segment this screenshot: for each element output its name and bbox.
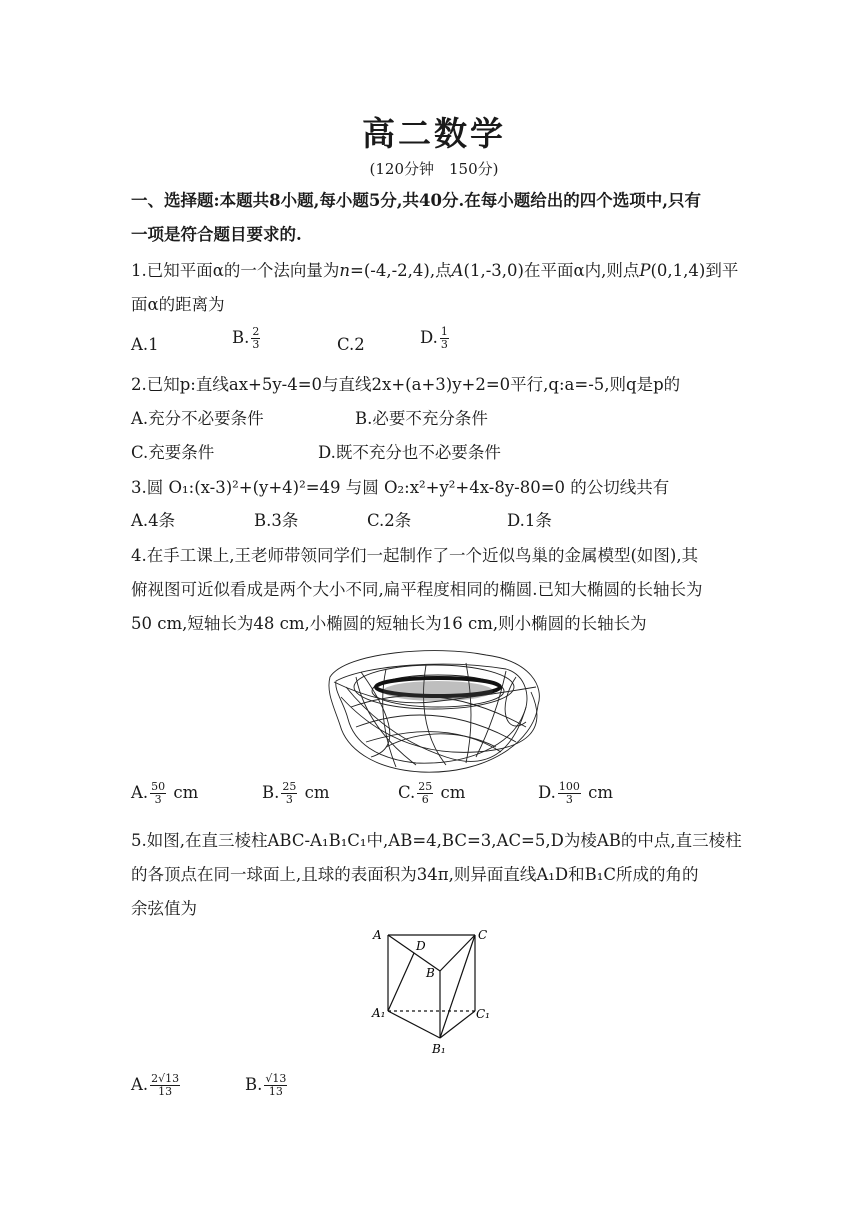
q2-stem: 2.已知p:直线ax+5y-4=0与直线2x+(a+3)y+2=0平行,q:a=-5,则q是p的 bbox=[131, 375, 681, 394]
page-title: 高二数学 bbox=[362, 114, 506, 153]
q1-option-b[interactable]: B. $\frac{2}{3}$ bbox=[232, 325, 260, 351]
bird-nest-model-figure bbox=[326, 647, 546, 782]
q2-option-d[interactable]: D.既不充分也不必要条件 bbox=[318, 443, 501, 462]
q1-option-d[interactable]: D. $\frac{1}{3}$ bbox=[420, 325, 448, 351]
q4-stem-line2: 俯视图可近似看成是两个大小不同,扁平程度相同的椭圆.已知大椭圆的长轴长为 bbox=[131, 580, 703, 599]
q2-option-b[interactable]: B.必要不充分条件 bbox=[355, 409, 488, 428]
q5-stem-line3: 余弦值为 bbox=[131, 899, 197, 918]
triangular-prism-figure bbox=[370, 925, 500, 1060]
q1-stem-line1: 1.已知平面α的一个法向量为n=(-4,-2,4),点A(1,-3,0)在平面α内,则点P(0,1,4)到平 bbox=[131, 261, 739, 280]
fraction: $\frac{2√13}{13}$ bbox=[151, 1072, 180, 1098]
q4-stem-line3: 50 cm,短轴长为48 cm,小椭圆的短轴长为16 cm,则小椭圆的长轴长为 bbox=[131, 614, 647, 633]
q2-option-a[interactable]: A.充分不必要条件 bbox=[131, 409, 264, 428]
vertex-label-c1: C₁ bbox=[476, 1007, 490, 1021]
q3-stem: 3.圆 O₁:(x-3)²+(y+4)²=49 与圆 O₂:x²+y²+4x-8y-80=0 的公切线共有 bbox=[131, 478, 670, 497]
vertex-label-b: B bbox=[426, 966, 435, 980]
fraction: $\frac{25}{6}$ bbox=[418, 780, 433, 806]
vertex-label-a: A bbox=[373, 928, 382, 942]
q3-option-a[interactable]: A.4条 bbox=[131, 511, 176, 530]
q5-option-a[interactable]: A. $\frac{2√13}{13}$ bbox=[131, 1072, 180, 1098]
fraction: $\frac{√13}{13}$ bbox=[265, 1072, 287, 1098]
q5-option-b[interactable]: B. $\frac{√13}{13}$ bbox=[245, 1072, 287, 1098]
q5-stem-line2: 的各顶点在同一球面上,且球的表面积为34π,则异面直线A₁D和B₁C所成的角的 bbox=[131, 865, 699, 884]
section-heading-line2: 一项是符合题目要求的. bbox=[131, 225, 302, 244]
q4-option-c[interactable]: C. $\frac{25}{6}$ cm bbox=[398, 780, 466, 806]
q1-stem-line2: 面α的距离为 bbox=[131, 295, 225, 314]
vertex-label-b1: B₁ bbox=[432, 1042, 446, 1056]
q2-option-c[interactable]: C.充要条件 bbox=[131, 443, 215, 462]
q1-option-a[interactable]: A.1 bbox=[131, 335, 159, 354]
fraction: $\frac{50}{3}$ bbox=[151, 780, 166, 806]
q3-option-b[interactable]: B.3条 bbox=[254, 511, 299, 530]
fraction: $\frac{1}{3}$ bbox=[440, 325, 448, 351]
q4-option-d[interactable]: D. $\frac{100}{3}$ cm bbox=[538, 780, 614, 806]
section-heading-line1: 一、选择题:本题共8小题,每小题5分,共40分.在每小题给出的四个选项中,只有 bbox=[131, 191, 701, 210]
q3-option-c[interactable]: C.2条 bbox=[367, 511, 412, 530]
q4-option-a[interactable]: A. $\frac{50}{3}$ cm bbox=[131, 780, 199, 806]
vertex-label-c: C bbox=[478, 928, 488, 942]
exam-duration-score: (120分钟 150分) bbox=[369, 160, 499, 178]
q4-option-b[interactable]: B. $\frac{25}{3}$ cm bbox=[262, 780, 330, 806]
vertex-label-d: D bbox=[416, 939, 426, 953]
fraction: $\frac{2}{3}$ bbox=[252, 325, 260, 351]
q1-option-c[interactable]: C.2 bbox=[337, 335, 365, 354]
fraction: $\frac{25}{3}$ bbox=[282, 780, 297, 806]
q3-option-d[interactable]: D.1条 bbox=[507, 511, 552, 530]
q4-stem-line1: 4.在手工课上,王老师带领同学们一起制作了一个近似鸟巢的金属模型(如图),其 bbox=[131, 546, 699, 565]
q5-stem-line1: 5.如图,在直三棱柱ABC-A₁B₁C₁中,AB=4,BC=3,AC=5,D为棱AB的中点,直三棱柱 bbox=[131, 831, 742, 850]
fraction: $\frac{100}{3}$ bbox=[558, 780, 580, 806]
vertex-label-a1: A₁ bbox=[372, 1006, 386, 1020]
